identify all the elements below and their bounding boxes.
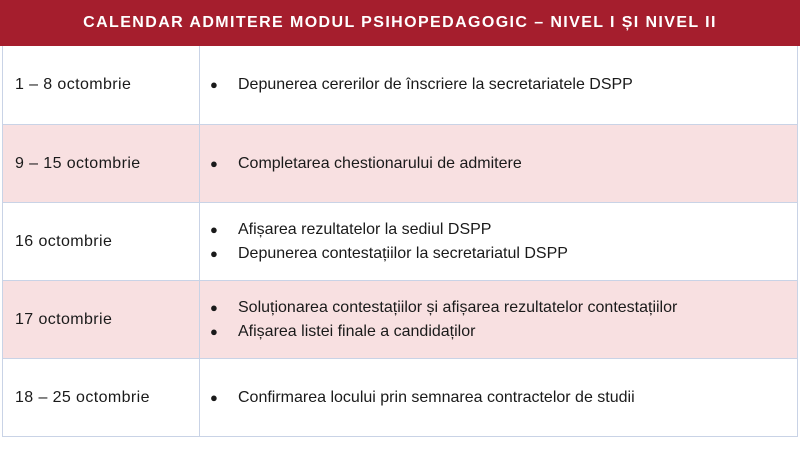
list-item (208, 320, 797, 344)
bullet-icon: ● (210, 155, 218, 171)
bullet-icon: ● (210, 299, 218, 315)
list-item (208, 242, 797, 266)
activity-text: Completarea chestionarului de admitere (238, 154, 522, 172)
list-item (208, 152, 797, 176)
bullet-icon: ● (210, 323, 218, 339)
activity-text: Confirmarea locului prin semnarea contractelor de studii (238, 388, 635, 406)
date-cell: 16 octombrie (3, 203, 200, 280)
table-row (3, 280, 797, 358)
table-row (3, 202, 797, 280)
list-item (208, 73, 797, 97)
activity-text: Soluționarea contestațiilor și afișarea rezultatelor contestațiilor (238, 298, 678, 316)
activity-text: Depunerea cererilor de înscriere la secretariatele DSPP (238, 76, 633, 93)
activities-cell (200, 46, 797, 124)
date-cell: 1 – 8 octombrie (3, 46, 200, 124)
date-cell: 18 – 25 octombrie (3, 359, 200, 436)
activities-cell (200, 281, 797, 358)
activity-text: Afișarea listei finale a candidaților (238, 322, 476, 340)
activities-cell (200, 125, 797, 202)
bullet-icon: ● (210, 245, 218, 261)
list-item (208, 296, 797, 320)
date-cell: 9 – 15 octombrie (3, 125, 200, 202)
activity-text: Depunerea contestațiilor la secretariatul DSPP (238, 244, 568, 262)
table-row (3, 46, 797, 124)
activities-cell (200, 359, 797, 436)
activity-text: Afișarea rezultatelor la sediul DSPP (238, 220, 492, 238)
list-item (208, 218, 797, 242)
bullet-icon: ● (210, 221, 218, 237)
bullet-icon: ● (210, 77, 218, 92)
calendar-title: CALENDAR ADMITERE MODUL PSIHOPEDAGOGIC – NIVEL I ȘI NIVEL II (0, 0, 800, 46)
table-row (3, 358, 797, 436)
activities-cell (200, 203, 797, 280)
date-cell: 17 octombrie (3, 281, 200, 358)
calendar-table (2, 46, 798, 437)
table-row (3, 124, 797, 202)
list-item (208, 386, 797, 410)
bullet-icon: ● (210, 389, 218, 405)
